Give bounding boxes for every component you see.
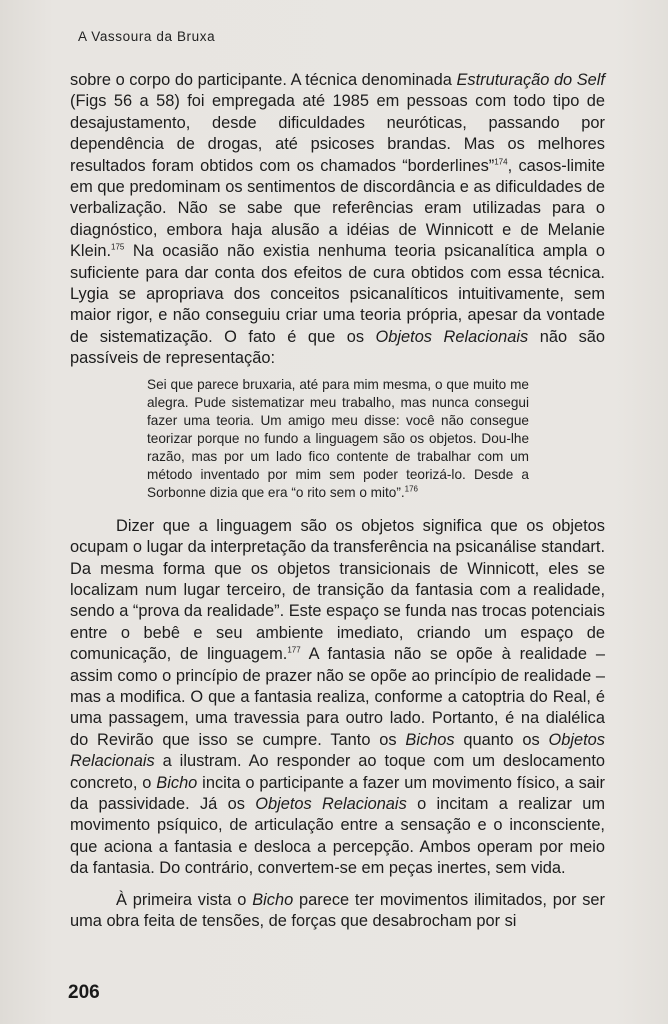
italic-term: Bicho [156, 773, 198, 792]
text-run: quanto os [454, 730, 549, 749]
text-run: (Figs 56 a 58) foi empregada até 1985 em pessoas com todo tipo de desajustamento, desde dificuldades neuróticas, passando por dependência de drogas, até psicoses brandas. Mas os melhores resultados foram obtidos com os chamados “borderlines” [70, 92, 605, 175]
text-run: a ilustram. Ao responder ao toque com um deslocamento concreto, o [70, 752, 605, 792]
text-run: incita o participante a fazer um movimento físico, a sair da passividade. Já os [70, 773, 605, 813]
italic-term: Objetos Relacionais [70, 730, 605, 771]
running-head: A Vassoura da Bruxa [78, 29, 216, 44]
footnote-ref: 174 [494, 157, 508, 167]
italic-term: Estruturação do Self [456, 71, 605, 89]
text-run: À primeira vista o [116, 890, 253, 909]
block-quote [147, 376, 529, 502]
italic-term: Bicho [252, 890, 294, 909]
footnote-ref: 176 [404, 484, 419, 494]
italic-term: Bichos [405, 730, 455, 749]
paragraph-2 [70, 516, 605, 880]
paragraph-1 [70, 70, 605, 370]
body-text [70, 70, 605, 932]
text-run: A fantasia não se opõe à realidade – assim como o princípio de prazer não se opõe ao princípio de realidade – mas a modifica. O que a fantasia realiza, conforme a catoptria do Real, é uma passagem, uma travessia para outro lado. Portanto, é na dialélica do Revirão que isso se cumpre. Tanto os [70, 645, 606, 749]
text-run: sobre o corpo do participante. A técnica denominada [70, 71, 457, 89]
text-run: Na ocasião não existia nenhuma teoria psicanalítica ampla o suficiente para dar conta dos efeitos de cura obtidos com essa técnica. Lygia se apropriava dos conceitos psicanalíticos intuitivamente, sem maior rigor, e não conseguiu criar uma teoria própria, apesar da vontade de sistematização. O fato é que os [70, 242, 605, 346]
text-run: parece ter movimentos ilimitados, por ser uma obra feita de tensões, de forças que desabrocham por si [70, 890, 605, 930]
text-run: não são passíveis de representação: [70, 327, 605, 368]
footnote-ref: 175 [111, 242, 125, 252]
text-run: , casos-limite em que predominam os sentimentos de discordância e as dificuldades de verbalização. Não se sabe que referências eram utilizadas para o diagnóstico, embora haja alusão a idéias de Winnicott e de Melanie Klein. [70, 156, 605, 261]
italic-term: Objetos Relacionais [255, 794, 407, 813]
page-number: 206 [68, 982, 100, 1003]
text-run: Dizer que a linguagem são os objetos significa que os objetos ocupam o lugar da interpretação da transferência na psicanálise standart. Da mesma forma que os objetos transicionais de Winnicott, eles se localizam num lugar terceiro, de transição da fantasia com a realidade, sendo a “prova da realidade”. Este espaço se funda nas trocas potenciais entre o bebê e seu ambiente imediato, criando um espaço de comunicação, de linguagem. [70, 516, 605, 664]
quote-text: Sei que parece bruxaria, até para mim mesma, o que muito me alegra. Pude sistematizar meu trabalho, mas nunca consegui fazer uma teoria. Um amigo meu disse: você não consegue teorizar porque no fundo a linguagem são os objetos. Dou-lhe razão, mas por um lado fico contente de trabalhar com um método inventado por mim sem poder teorizá-lo. Desde a Sorbonne dizia que era “o rito sem o mito”. [147, 376, 529, 500]
paragraph-3 [70, 890, 605, 933]
italic-term: Objetos Relacionais [375, 327, 529, 346]
text-run: o incitam a realizar um movimento psíquico, de articulação entre a sensação e o inconsciente, que aciona a fantasia e desloca a percepção. Ambos operam por meio da fantasia. Do contrário, convertem-se em peças inertes, sem vida. [70, 794, 605, 878]
footnote-ref: 177 [287, 645, 301, 655]
